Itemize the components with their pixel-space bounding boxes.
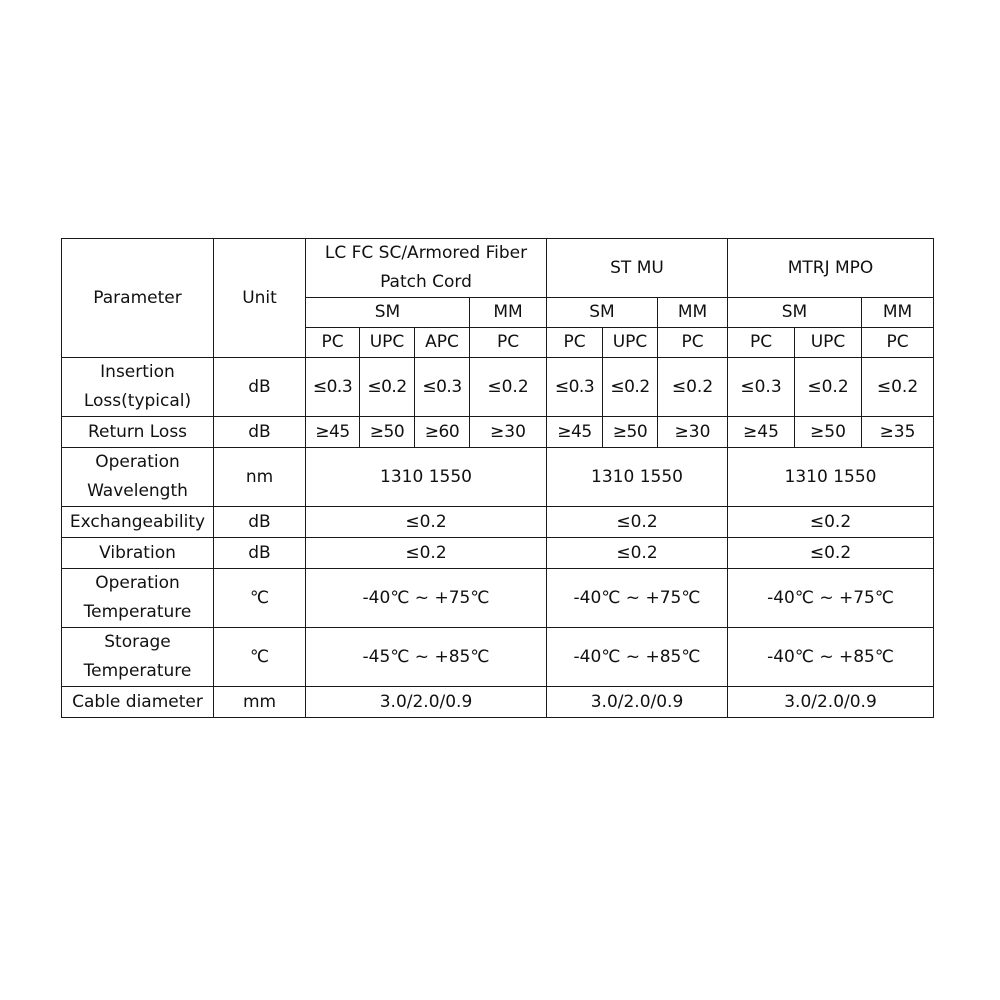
mode-cell: SM [306, 298, 470, 328]
mode-cell: MM [470, 298, 547, 328]
row-exchangeability [62, 507, 934, 538]
row-label-line: Temperature [83, 661, 192, 681]
row-label: Return Loss [62, 417, 214, 448]
value-cell: -40℃ ~ +75℃ [306, 569, 547, 628]
header-row [62, 239, 934, 298]
value-cell: 3.0/2.0/0.9 [728, 687, 934, 718]
value-cell: 1310 1550 [728, 448, 934, 507]
header-group-mtrj-mpo: MTRJ MPO [728, 239, 934, 298]
group-name-line: LC FC SC/Armored Fiber [324, 243, 528, 263]
row-operation-wavelength [62, 448, 934, 507]
row-unit: dB [214, 358, 306, 417]
row-operation-temperature [62, 569, 934, 628]
value-cell: -40℃ ~ +75℃ [547, 569, 728, 628]
spec-table [61, 238, 934, 718]
polish-cell: UPC [360, 328, 415, 358]
value-cell: ≤0.2 [795, 358, 862, 417]
row-cable-diameter [62, 687, 934, 718]
mode-cell: SM [547, 298, 658, 328]
row-label-line: Operation [95, 573, 180, 593]
polish-cell: PC [728, 328, 795, 358]
value-cell: -40℃ ~ +75℃ [728, 569, 934, 628]
row-label-line: Insertion [100, 362, 175, 382]
value-cell: 3.0/2.0/0.9 [547, 687, 728, 718]
row-unit: dB [214, 507, 306, 538]
polish-cell: PC [306, 328, 360, 358]
row-label [62, 628, 214, 687]
value-cell: -40℃ ~ +85℃ [728, 628, 934, 687]
mode-cell: SM [728, 298, 862, 328]
polish-cell: PC [862, 328, 934, 358]
value-cell: ≤0.2 [728, 538, 934, 569]
row-unit: mm [214, 687, 306, 718]
value-cell: ≤0.2 [306, 507, 547, 538]
polish-cell: PC [658, 328, 728, 358]
row-insertion-loss [62, 358, 934, 417]
header-group-st-mu: ST MU [547, 239, 728, 298]
value-cell: ≤0.3 [728, 358, 795, 417]
header-group-lc-fc-sc [306, 239, 547, 298]
value-cell: ≥30 [658, 417, 728, 448]
polish-cell: PC [547, 328, 603, 358]
polish-cell: APC [415, 328, 470, 358]
row-label-line: Storage [104, 632, 171, 652]
row-label: Exchangeability [62, 507, 214, 538]
value-cell: -45℃ ~ +85℃ [306, 628, 547, 687]
value-cell: ≤0.2 [547, 507, 728, 538]
value-cell: ≥35 [862, 417, 934, 448]
value-cell: ≥45 [728, 417, 795, 448]
row-label-line: Temperature [83, 602, 192, 622]
value-cell: ≤0.3 [306, 358, 360, 417]
value-cell: 1310 1550 [547, 448, 728, 507]
mode-cell: MM [658, 298, 728, 328]
value-cell: ≥50 [795, 417, 862, 448]
row-storage-temperature [62, 628, 934, 687]
value-cell: ≥30 [470, 417, 547, 448]
value-cell: ≤0.2 [728, 507, 934, 538]
value-cell: ≤0.2 [306, 538, 547, 569]
value-cell: ≤0.2 [360, 358, 415, 417]
value-cell: ≥50 [360, 417, 415, 448]
row-unit: dB [214, 538, 306, 569]
value-cell: ≥45 [547, 417, 603, 448]
value-cell: ≤0.3 [547, 358, 603, 417]
row-label-line: Loss(typical) [83, 391, 192, 411]
row-unit: dB [214, 417, 306, 448]
polish-cell: UPC [795, 328, 862, 358]
row-label-line: Operation [95, 452, 180, 472]
header-unit: Unit [214, 239, 306, 358]
row-unit: nm [214, 448, 306, 507]
value-cell: ≥45 [306, 417, 360, 448]
value-cell: ≥50 [603, 417, 658, 448]
group-name-line: Patch Cord [380, 272, 472, 292]
row-label [62, 448, 214, 507]
row-label: Cable diameter [62, 687, 214, 718]
polish-cell: UPC [603, 328, 658, 358]
row-label: Vibration [62, 538, 214, 569]
value-cell: ≤0.2 [603, 358, 658, 417]
row-label-line: Wavelength [87, 481, 188, 501]
value-cell: ≤0.2 [658, 358, 728, 417]
header-parameter: Parameter [62, 239, 214, 358]
value-cell: ≤0.2 [862, 358, 934, 417]
value-cell: ≤0.3 [415, 358, 470, 417]
value-cell: ≤0.2 [470, 358, 547, 417]
value-cell: -40℃ ~ +85℃ [547, 628, 728, 687]
row-label [62, 569, 214, 628]
row-unit: ℃ [214, 569, 306, 628]
row-label [62, 358, 214, 417]
value-cell: ≤0.2 [547, 538, 728, 569]
row-unit: ℃ [214, 628, 306, 687]
mode-cell: MM [862, 298, 934, 328]
value-cell: 1310 1550 [306, 448, 547, 507]
polish-cell: PC [470, 328, 547, 358]
value-cell: 3.0/2.0/0.9 [306, 687, 547, 718]
value-cell: ≥60 [415, 417, 470, 448]
row-return-loss [62, 417, 934, 448]
row-vibration [62, 538, 934, 569]
